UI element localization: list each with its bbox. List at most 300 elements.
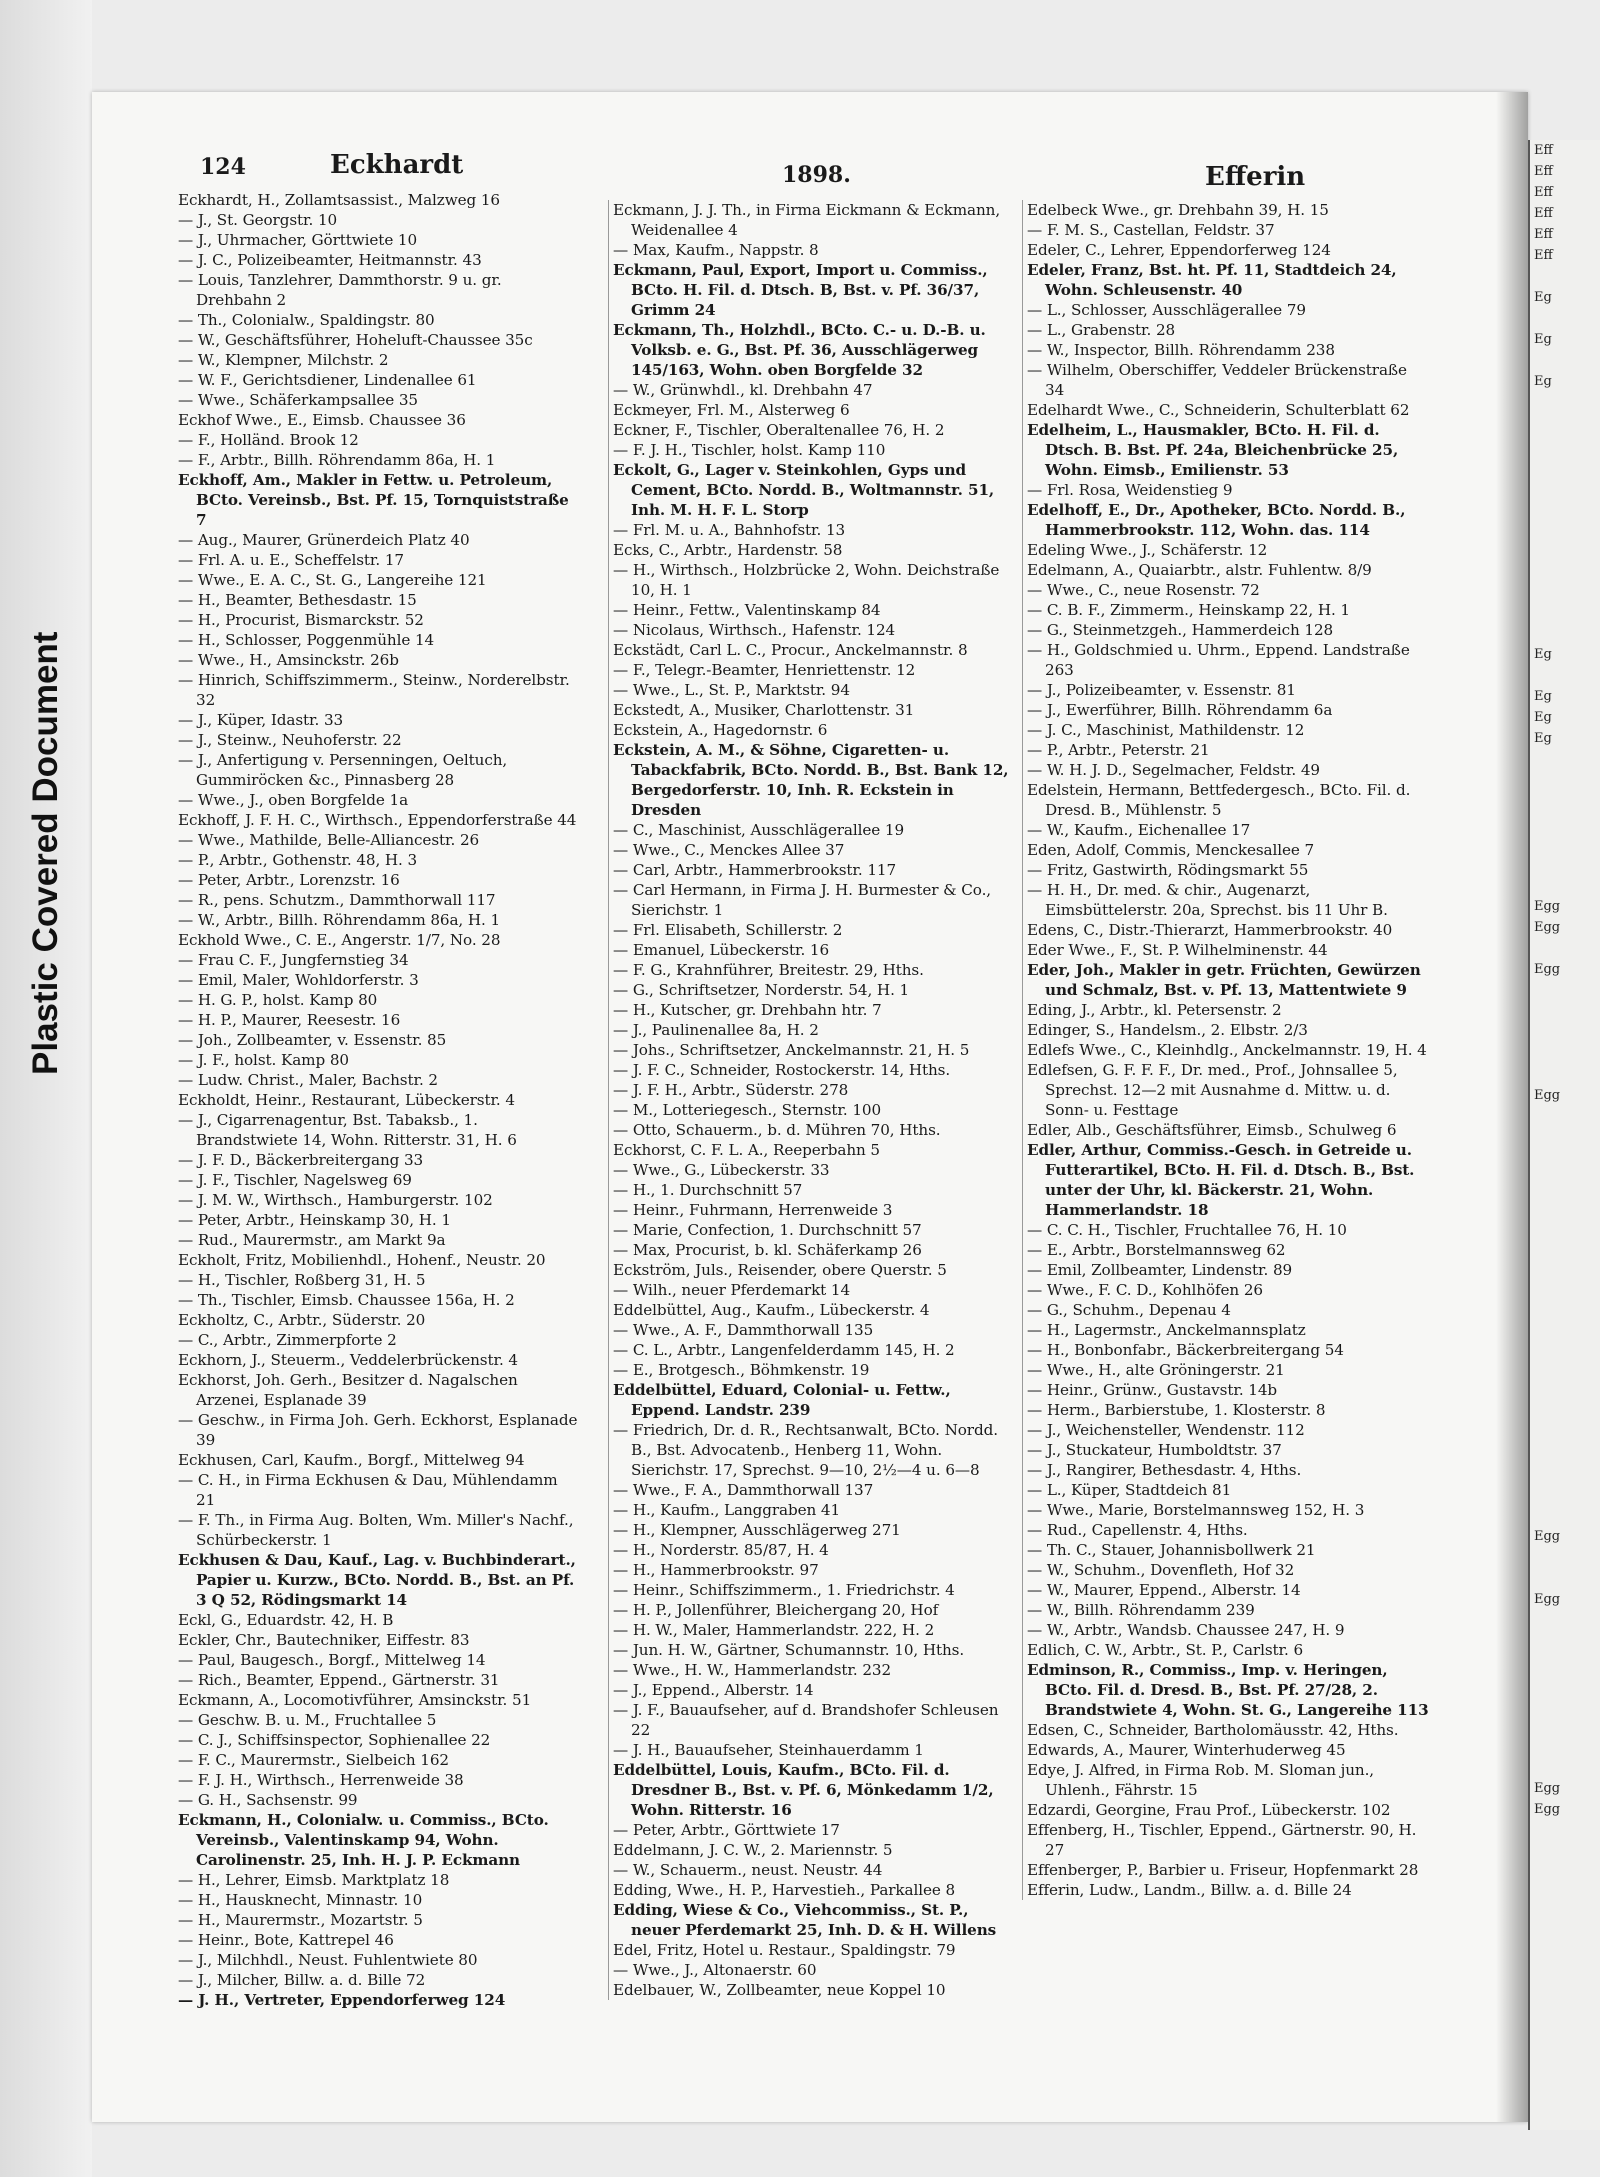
directory-entry: Efferin, Ludw., Landm., Billw. a. d. Bille 24 [1027,1881,1352,1899]
facing-page-fragment [1530,1484,1600,1505]
directory-entry: — Wwe., Marie, Borstelmannsweg 152, H. 3 [1027,1501,1365,1519]
directory-entry: — Wwe., G., Lübeckerstr. 33 [613,1161,830,1179]
facing-page-fragment: Egg [1534,1529,1561,1544]
directory-entry: Edelstein, Hermann, Bettfedergesch., BCto. Fil. d. Dresd. B., Mühlenstr. 5 [1027,781,1411,819]
facing-page-fragment: Eg [1534,731,1552,746]
facing-page-fragment [1530,833,1600,854]
directory-entry: — Wwe., C., neue Rosenstr. 72 [1027,581,1260,599]
directory-entry: Edzardi, Georgine, Frau Prof., Lübeckerstr. 102 [1027,1801,1391,1819]
directory-entry: — Friedrich, Dr. d. R., Rechtsanwalt, BCto. Nordd. B., Bst. Advocatenb., Henberg 11, Wohn. Sierichstr. 17, Sprechst. 9—10, 2½—4 u. 6—8 [613,1421,998,1479]
directory-entry: — H., Lagermstr., Anckelmannsplatz [1027,1321,1306,1339]
facing-page-fragment [1530,455,1600,476]
directory-entry: — W., Schuhm., Dovenfleth, Hof 32 [1027,1561,1295,1579]
book-gutter-shadow [1496,92,1528,2122]
directory-entry: Eddelbüttel, Aug., Kaufm., Lübeckerstr. 4 [613,1301,930,1319]
directory-entry: — Wwe., Schäferkampsallee 35 [178,391,418,409]
facing-page-fragment [1530,1568,1600,1589]
facing-page-fragment [1530,1610,1600,1631]
facing-page-fragment: Egg [1534,1802,1561,1817]
directory-entry: — P., Arbtr., Gothenstr. 48, H. 3 [178,851,418,869]
facing-page-fragment: Egg [1534,1088,1561,1103]
directory-entry: Eckhorst, C. F. L. A., Reeperbahn 5 [613,1141,880,1159]
directory-entry: — J. F., holst. Kamp 80 [178,1051,349,1069]
facing-page-fragment [1530,1547,1600,1568]
directory-entry: — F., Holländ. Brook 12 [178,431,359,449]
directory-entry: — H., Bonbonfabr., Bäckerbreitergang 54 [1027,1341,1344,1359]
directory-entry: Eckhusen & Dau, Kauf., Lag. v. Buchbinderart., Papier u. Kurzw., BCto. Nordd. B., Bst. an Pf. 3 Q 52, Rödingsmarkt 14 [178,1551,576,1609]
directory-entry: — G., Schuhm., Depenau 4 [1027,1301,1231,1319]
directory-entry: Edinger, S., Handelsm., 2. Elbstr. 2/3 [1027,1021,1308,1039]
facing-page-fragment [1530,413,1600,434]
directory-entry: — Hinrich, Schiffszimmerm., Steinw., Norderelbstr. 32 [178,671,570,709]
facing-page-fragment: Egg [1534,920,1561,935]
facing-page-fragment [1530,1127,1600,1148]
directory-entry: — F. C., Maurermstr., Sielbeich 162 [178,1751,449,1769]
directory-entry: — Th. C., Stauer, Johannisbollwerk 21 [1027,1541,1316,1559]
directory-entry: — H., 1. Durchschnitt 57 [613,1181,803,1199]
facing-page-fragment [1530,602,1600,623]
directory-entry: — H., Kaufm., Langgraben 41 [613,1501,841,1519]
facing-page-fragment: Eff [1534,206,1553,221]
facing-page-fragment [1530,1148,1600,1169]
directory-entry: — J., Steinw., Neuhoferstr. 22 [178,731,402,749]
directory-entry: — Heinr., Bote, Kattrepel 46 [178,1931,394,1949]
facing-page-fragment [1530,497,1600,518]
directory-entry: — G. H., Sachsenstr. 99 [178,1791,358,1809]
directory-entry: Edwards, A., Maurer, Winterhuderweg 45 [1027,1741,1346,1759]
facing-page-fragment [1530,1631,1600,1652]
directory-entry: — E., Arbtr., Borstelmannsweg 62 [1027,1241,1286,1259]
facing-page-fragment [1530,749,1600,770]
directory-entry: Eckmann, J. J. Th., in Firma Eickmann & Eckmann, Weidenallee 4 [613,201,1001,239]
directory-entry: — Nicolaus, Wirthsch., Hafenstr. 124 [613,621,896,639]
directory-entry: Eckmann, A., Locomotivführer, Amsinckstr. 51 [178,1691,532,1709]
facing-page-fragment: Egg [1534,1781,1561,1796]
directory-entry: Edding, Wwe., H. P., Harvestieh., Parkallee 8 [613,1881,956,1899]
page-number: 124 [200,154,246,180]
directory-entry: — Geschw., in Firma Joh. Gerh. Eckhorst, Esplanade 39 [178,1411,578,1449]
facing-page-fragment [1530,1043,1600,1064]
facing-page-fragment [1530,1652,1600,1673]
directory-entry: — Frl. Elisabeth, Schillerstr. 2 [613,921,843,939]
directory-entry: — Wwe., E. A. C., St. G., Langereihe 121 [178,571,487,589]
directory-entry: — H., Lehrer, Eimsb. Marktplatz 18 [178,1871,450,1889]
directory-entry: — Th., Tischler, Eimsb. Chaussee 156a, H. 2 [178,1291,515,1309]
directory-entry: Eckmann, Th., Holzhdl., BCto. C.- u. D.-B. u. Volksb. e. G., Bst. Pf. 36, Ausschlägerweg 145/163, Wohn. oben Borgfelde 32 [613,321,986,379]
directory-entry: — Wwe., C., Menckes Allee 37 [613,841,845,859]
directory-entry: Edelheim, L., Hausmakler, BCto. H. Fil. d. Dtsch. B. Bst. Pf. 24a, Bleichenbrücke 25, Wohn. Eimsb., Emilienstr. 53 [1027,421,1399,479]
directory-entry: Eckmann, H., Colonialw. u. Commiss., BCto. Vereinsb., Valentinskamp 94, Wohn. Carolinenstr. 25, Inh. H. J. P. Eckmann [178,1811,549,1869]
facing-page-fragment: Eg [1534,710,1552,725]
directory-entry: Eckner, F., Tischler, Oberaltenallee 76, H. 2 [613,421,945,439]
directory-entry: Ecks, C., Arbtr., Hardenstr. 58 [613,541,843,559]
running-head-right: Efferin [1205,162,1306,192]
directory-entry: — J., Rangirer, Bethesdastr. 4, Hths. [1027,1461,1302,1479]
directory-entry: — Frl. Rosa, Weidenstieg 9 [1027,481,1233,499]
directory-entry: — Heinr., Fettw., Valentinskamp 84 [613,601,881,619]
directory-entry: — F., Telegr.-Beamter, Henriettenstr. 12 [613,661,916,679]
facing-page-fragment [1530,1421,1600,1442]
directory-entry: Eckhold Wwe., C. E., Angerstr. 1/7, No. 28 [178,931,501,949]
directory-entry: — W., Klempner, Milchstr. 2 [178,351,389,369]
directory-entry: — W., Arbtr., Billh. Röhrendamm 86a, H. 1 [178,911,501,929]
directory-entry: — L., Schlosser, Ausschlägerallee 79 [1027,301,1306,319]
directory-entry: — Heinr., Fuhrmann, Herrenweide 3 [613,1201,893,1219]
directory-entry: — Heinr., Schiffszimmerm., 1. Friedrichstr. 4 [613,1581,955,1599]
directory-entry: — Rud., Maurermstr., am Markt 9a [178,1231,446,1249]
directory-entry: Edel, Fritz, Hotel u. Restaur., Spaldingstr. 79 [613,1941,956,1959]
directory-entry: Eckholtz, C., Arbtr., Süderstr. 20 [178,1311,426,1329]
directory-entry: — C., Arbtr., Zimmerpforte 2 [178,1331,397,1349]
directory-entry: — H., Procurist, Bismarckstr. 52 [178,611,424,629]
directory-entry: — Heinr., Grünw., Gustavstr. 14b [1027,1381,1278,1399]
directory-entry: — L., Grabenstr. 28 [1027,321,1176,339]
directory-entry: — J., Polizeibeamter, v. Essenstr. 81 [1027,681,1296,699]
directory-entry: — Rud., Capellenstr. 4, Hths. [1027,1521,1248,1539]
directory-entry: — Wwe., J., Altonaerstr. 60 [613,1961,817,1979]
directory-entry: — W., Maurer, Eppend., Alberstr. 14 [1027,1581,1301,1599]
facing-page-fragment [1530,1274,1600,1295]
directory-entry: Eder Wwe., F., St. P. Wilhelminenstr. 44 [1027,941,1328,959]
directory-entry: — J. M. W., Wirthsch., Hamburgerstr. 102 [178,1191,493,1209]
facing-page-fragment [1530,623,1600,644]
facing-page-fragment: Egg [1534,1592,1561,1607]
facing-page-fragment [1530,1316,1600,1337]
facing-page-fragment [1530,1358,1600,1379]
running-head-left: Eckhardt [330,150,464,180]
directory-entry: — F. J. H., Tischler, holst. Kamp 110 [613,441,886,459]
directory-entry: — H., Maurermstr., Mozartstr. 5 [178,1911,423,1929]
directory-entry: — C. H., in Firma Eckhusen & Dau, Mühlendamm 21 [178,1471,558,1509]
directory-entry: — J., Ewerführer, Billh. Röhrendamm 6a [1027,701,1333,719]
directory-entry: Edye, J. Alfred, in Firma Rob. M. Sloman jun., Uhlenh., Fährstr. 15 [1027,1761,1375,1799]
facing-page-fragment [1530,539,1600,560]
scan-margin-left [0,0,92,2177]
directory-entry: — Ludw. Christ., Maler, Bachstr. 2 [178,1071,438,1089]
directory-entry: Eckhusen, Carl, Kaufm., Borgf., Mittelweg 94 [178,1451,525,1469]
directory-entry: Eckolt, G., Lager v. Steinkohlen, Gyps und Cement, BCto. Nordd. B., Woltmannstr. 51, Inh. M. H. F. L. Storp [613,461,995,519]
directory-entry: Edelbeck Wwe., gr. Drehbahn 39, H. 15 [1027,201,1329,219]
directory-entry: Edlefsen, G. F. F. F., Dr. med., Prof., Johnsallee 5, Sprechst. 12—2 mit Ausnahme d. Mittw. u. d. Sonn- u. Festtage [1027,1061,1398,1119]
facing-page-fragment [1530,560,1600,581]
facing-page-fragment: Eg [1534,332,1552,347]
directory-entry: — H., Tischler, Roßberg 31, H. 5 [178,1271,426,1289]
directory-entry: — J. C., Maschinist, Mathildenstr. 12 [1027,721,1305,739]
directory-entry: Eckhof Wwe., E., Eimsb. Chaussee 36 [178,411,466,429]
facing-page-fragment [1530,1106,1600,1127]
directory-entry: — F. M. S., Castellan, Feldstr. 37 [1027,221,1275,239]
directory-entry: — Frl. A. u. E., Scheffelstr. 17 [178,551,404,569]
directory-entry: — C. L., Arbtr., Langenfelderdamm 145, H. 2 [613,1341,955,1359]
directory-entry: Edlefs Wwe., C., Kleinhdlg., Anckelmannstr. 19, H. 4 [1027,1041,1427,1059]
directory-entry: — Louis, Tanzlehrer, Dammthorstr. 9 u. gr. Drehbahn 2 [178,271,502,309]
directory-column-1 [178,190,580,2010]
directory-entry: — Wwe., H., Amsinckstr. 26b [178,651,399,669]
facing-page-fragment [1530,1463,1600,1484]
facing-page-fragment [1530,1694,1600,1715]
facing-page-fragment [1530,1022,1600,1043]
directory-entry: — Peter, Arbtr., Görttwiete 17 [613,1821,840,1839]
facing-page-fragment: Eg [1534,374,1552,389]
facing-page-fragment [1530,1001,1600,1022]
facing-page-fragment: Eff [1534,164,1553,179]
directory-entry: Eckmann, Paul, Export, Import u. Commiss., BCto. H. Fil. d. Dtsch. B, Bst. v. Pf. 36/37, Grimm 24 [613,261,988,319]
directory-entry: — Emanuel, Lübeckerstr. 16 [613,941,830,959]
directory-entry: Eding, J., Arbtr., kl. Petersenstr. 2 [1027,1001,1282,1019]
facing-page-fragment [1530,266,1600,287]
directory-entry: — Fritz, Gastwirth, Rödingsmarkt 55 [1027,861,1309,879]
directory-entry: — M., Lotteriegesch., Sternstr. 100 [613,1101,882,1119]
directory-entry: — C. J., Schiffsinspector, Sophienallee 22 [178,1731,491,1749]
directory-entry: — H., Norderstr. 85/87, H. 4 [613,1541,829,1559]
directory-entry: Edsen, C., Schneider, Bartholomäusstr. 42, Hths. [1027,1721,1399,1739]
directory-entry: — Aug., Maurer, Grünerdeich Platz 40 [178,531,470,549]
directory-entry: — C. C. H., Tischler, Fruchtallee 76, H. 10 [1027,1221,1347,1239]
directory-entry: — J., Milcher, Billw. a. d. Bille 72 [178,1971,426,1989]
directory-entry: Eckmeyer, Frl. M., Alsterweg 6 [613,401,850,419]
facing-page-fragment [1530,1442,1600,1463]
directory-entry: — G., Steinmetzgeh., Hammerdeich 128 [1027,621,1334,639]
facing-page-edge [1528,140,1600,2130]
directory-entry: Eddelmann, J. C. W., 2. Mariennstr. 5 [613,1841,893,1859]
directory-entry: Eckhoff, Am., Makler in Fettw. u. Petroleum, BCto. Vereinsb., Bst. Pf. 15, Tornquiststraße 7 [178,471,569,529]
directory-entry: — Wwe., H. W., Hammerlandstr. 232 [613,1661,892,1679]
facing-page-fragment: Eg [1534,290,1552,305]
plastic-covered-label: Plastic Covered Document [26,631,65,1075]
directory-entry: Effenberg, H., Tischler, Eppend., Gärtnerstr. 90, H. 27 [1027,1821,1417,1859]
directory-entry: — Joh., Zollbeamter, v. Essenstr. 85 [178,1031,447,1049]
directory-entry: — W., Schauerm., neust. Neustr. 44 [613,1861,883,1879]
directory-entry: — W., Arbtr., Wandsb. Chaussee 247, H. 9 [1027,1621,1345,1639]
directory-entry: — H., Wirthsch., Holzbrücke 2, Wohn. Deichstraße 10, H. 1 [613,561,1000,599]
directory-entry: Edeler, C., Lehrer, Eppendorferweg 124 [1027,241,1331,259]
facing-page-fragment [1530,1400,1600,1421]
directory-entry: — Wwe., J., oben Borgfelde 1a [178,791,409,809]
directory-entry: — H. P., Jollenführer, Bleichergang 20, Hof [613,1601,939,1619]
directory-entry: Eckhorn, J., Steuerm., Veddelerbrückenstr. 4 [178,1351,518,1369]
directory-entry: Eckhorst, Joh. Gerh., Besitzer d. Nagalschen Arzenei, Esplanade 39 [178,1371,518,1409]
directory-entry: Eckl, G., Eduardstr. 42, H. B [178,1611,394,1629]
directory-entry: — W. F., Gerichtsdiener, Lindenallee 61 [178,371,477,389]
facing-page-fragment [1530,1715,1600,1736]
directory-entry: — Emil, Maler, Wohldorferstr. 3 [178,971,419,989]
facing-page-fragment: Eff [1534,248,1553,263]
facing-page-fragment: Egg [1534,962,1561,977]
directory-entry: — F. Th., in Firma Aug. Bolten, Wm. Miller's Nachf., Schürbeckerstr. 1 [178,1511,574,1549]
directory-entry: Edeling Wwe., J., Schäferstr. 12 [1027,541,1268,559]
facing-page-fragment [1530,350,1600,371]
directory-entry: Eder, Joh., Makler in getr. Früchten, Gewürzen und Schmalz, Bst. v. Pf. 13, Mattentwiete 9 [1027,961,1421,999]
directory-entry: — J. H., Vertreter, Eppendorferweg 124 [178,1991,506,2009]
directory-entry: — W., Billh. Röhrendamm 239 [1027,1601,1255,1619]
directory-entry: Eckhoff, J. F. H. C., Wirthsch., Eppendorferstraße 44 [178,811,577,829]
directory-entry: — P., Arbtr., Peterstr. 21 [1027,741,1210,759]
directory-entry: — H., Beamter, Bethesdastr. 15 [178,591,417,609]
directory-entry: — W., Grünwhdl., kl. Drehbahn 47 [613,381,873,399]
facing-page-fragment [1530,1757,1600,1778]
directory-entry: — Wwe., F. C. D., Kohlhöfen 26 [1027,1281,1263,1299]
directory-entry: — Johs., Schriftsetzer, Anckelmannstr. 21, H. 5 [613,1041,970,1059]
directory-entry: — J. F., Tischler, Nagelsweg 69 [178,1171,412,1189]
facing-page-fragment [1530,434,1600,455]
directory-entry: — J., Uhrmacher, Görttwiete 10 [178,231,418,249]
page-header [200,148,1490,192]
directory-entry: — J., Weichensteller, Wendenstr. 112 [1027,1421,1305,1439]
facing-page-fragment [1530,476,1600,497]
directory-entry: — C., Maschinist, Ausschlägerallee 19 [613,821,905,839]
directory-entry: Eckstedt, A., Musiker, Charlottenstr. 31 [613,701,915,719]
directory-entry: — H., Hausknecht, Minnastr. 10 [178,1891,423,1909]
facing-page-fragment [1530,1505,1600,1526]
directory-entry: Eckler, Chr., Bautechniker, Eiffestr. 83 [178,1631,470,1649]
directory-entry: — Wwe., F. A., Dammthorwall 137 [613,1481,874,1499]
directory-entry: Edelhoff, E., Dr., Apotheker, BCto. Nordd. B., Hammerbrookstr. 112, Wohn. das. 114 [1027,501,1406,539]
facing-page-fragment: Eff [1534,227,1553,242]
directory-entry: — H., Klempner, Ausschlägerweg 271 [613,1521,901,1539]
directory-entry: — Marie, Confection, 1. Durchschnitt 57 [613,1221,922,1239]
directory-entry: — Frl. M. u. A., Bahnhofstr. 13 [613,521,846,539]
directory-entry: — Wwe., L., St. P., Marktstr. 94 [613,681,850,699]
directory-entry: — J. F. C., Schneider, Rostockerstr. 14, Hths. [613,1061,951,1079]
facing-page-fragment [1530,1736,1600,1757]
facing-page-fragment [1530,938,1600,959]
directory-entry: — Carl, Arbtr., Hammerbrookstr. 117 [613,861,897,879]
directory-entry: Eckström, Juls., Reisender, obere Querstr. 5 [613,1261,947,1279]
directory-entry: — Max, Procurist, b. kl. Schäferkamp 26 [613,1241,922,1259]
facing-page-fragment: Eff [1534,143,1553,158]
facing-page-fragment [1530,308,1600,329]
directory-entry: — E., Brotgesch., Böhmkenstr. 19 [613,1361,870,1379]
directory-entry: — Peter, Arbtr., Lorenzstr. 16 [178,871,400,889]
directory-column-3 [1022,200,1429,1900]
facing-page-fragment [1530,581,1600,602]
directory-entry: — J. F., Bauaufseher, auf d. Brandshofer Schleusen 22 [613,1701,999,1739]
directory-entry: Edens, C., Distr.-Thierarzt, Hammerbrookstr. 40 [1027,921,1393,939]
facing-page-fragment [1530,1295,1600,1316]
directory-entry: Edding, Wiese & Co., Viehcommiss., St. P., neuer Pferdemarkt 25, Inh. D. & H. Willens [613,1901,997,1939]
directory-entry: — H., Goldschmied u. Uhrm., Eppend. Landstraße 263 [1027,641,1410,679]
facing-page-fragment [1530,392,1600,413]
directory-entry: — Wwe., H., alte Gröningerstr. 21 [1027,1361,1285,1379]
facing-page-fragment: Egg [1534,899,1561,914]
directory-entry: — Max, Kaufm., Nappstr. 8 [613,241,819,259]
directory-entry: — Carl Hermann, in Firma J. H. Burmester & Co., Sierichstr. 1 [613,881,992,919]
directory-entry: — H. P., Maurer, Reesestr. 16 [178,1011,401,1029]
facing-page-fragment [1530,791,1600,812]
directory-entry: — R., pens. Schutzm., Dammthorwall 117 [178,891,496,909]
facing-page-fragment [1530,1064,1600,1085]
directory-entry: — J. H., Bauaufseher, Steinhauerdamm 1 [613,1741,924,1759]
directory-column-2 [608,200,1015,2000]
directory-entry: Edeler, Franz, Bst. ht. Pf. 11, Stadtdeich 24, Wohn. Schleusenstr. 40 [1027,261,1397,299]
directory-entry: Edminson, R., Commiss., Imp. v. Heringen, BCto. Fil. d. Dresd. B., Bst. Pf. 27/28, 2. Brandstwiete 4, Wohn. St. G., Langereihe 113 [1027,1661,1429,1719]
directory-entry: — H. H., Dr. med. & chir., Augenarzt, Eimsbüttelerstr. 20a, Sprechst. bis 11 Uhr B. [1027,881,1388,919]
directory-entry: — Paul, Baugesch., Borgf., Mittelweg 14 [178,1651,486,1669]
directory-entry: Edelmann, A., Quaiarbtr., alstr. Fuhlentw. 8/9 [1027,561,1372,579]
directory-entry: — Jun. H. W., Gärtner, Schumannstr. 10, Hths. [613,1641,965,1659]
facing-page-fragment [1530,812,1600,833]
directory-entry: Eckstein, A., Hagedornstr. 6 [613,721,828,739]
directory-entry: — Peter, Arbtr., Heinskamp 30, H. 1 [178,1211,451,1229]
facing-page-fragment [1530,1190,1600,1211]
directory-entry: — Herm., Barbierstube, 1. Klosterstr. 8 [1027,1401,1326,1419]
directory-entry: — Wwe., Mathilde, Belle-Alliancestr. 26 [178,831,480,849]
facing-page-fragment [1530,980,1600,1001]
directory-entry: — H. G. P., holst. Kamp 80 [178,991,378,1009]
facing-page-fragment [1530,770,1600,791]
directory-entry: — G., Schriftsetzer, Norderstr. 54, H. 1 [613,981,910,999]
directory-entry: Eckstein, A. M., & Söhne, Cigaretten- u. Tabackfabrik, BCto. Nordd. B., Bst. Bank 12, Bergedorferstr. 10, Inh. R. Eckstein in Dresden [613,741,1009,819]
directory-entry: — J., Küper, Idastr. 33 [178,711,344,729]
directory-entry: — L., Küper, Stadtdeich 81 [1027,1481,1232,1499]
directory-entry: — Th., Colonialw., Spaldingstr. 80 [178,311,435,329]
directory-entry: Edlich, C. W., Arbtr., St. P., Carlstr. 6 [1027,1641,1304,1659]
directory-entry: Eckstädt, Carl L. C., Procur., Anckelmannstr. 8 [613,641,968,659]
directory-entry: Edler, Alb., Geschäftsführer, Eimsb., Schulweg 6 [1027,1121,1397,1139]
directory-entry: Eddelbüttel, Louis, Kaufm., BCto. Fil. d. Dresdner B., Bst. v. Pf. 6, Mönkedamm 1/2, Wohn. Ritterstr. 16 [613,1761,994,1819]
facing-page-fragment [1530,665,1600,686]
directory-entry: — W., Geschäftsführer, Hoheluft-Chaussee 35c [178,331,533,349]
facing-page-fragment: Eff [1534,185,1553,200]
directory-entry: — J., Milchhdl., Neust. Fuhlentwiete 80 [178,1951,478,1969]
directory-entry: — Emil, Zollbeamter, Lindenstr. 89 [1027,1261,1293,1279]
directory-entry: — J. C., Polizeibeamter, Heitmannstr. 43 [178,251,482,269]
directory-entry: Eckholdt, Heinr., Restaurant, Lübeckerstr. 4 [178,1091,515,1109]
directory-entry: — J., Paulinenallee 8a, H. 2 [613,1021,819,1039]
facing-page-fragment [1530,1211,1600,1232]
facing-page-fragment [1530,1169,1600,1190]
facing-page-fragment [1530,1673,1600,1694]
directory-entry: — Wilhelm, Oberschiffer, Veddeler Brückenstraße 34 [1027,361,1407,399]
directory-entry: — W., Inspector, Billh. Röhrendamm 238 [1027,341,1335,359]
directory-entry: — J. F. D., Bäckerbreitergang 33 [178,1151,424,1169]
facing-page-fragment: Eg [1534,647,1552,662]
directory-entry: — F., Arbtr., Billh. Röhrendamm 86a, H. 1 [178,451,496,469]
directory-entry: Edelhardt Wwe., C., Schneiderin, Schulterblatt 62 [1027,401,1410,419]
directory-entry: — Otto, Schauerm., b. d. Mühren 70, Hths. [613,1121,941,1139]
directory-entry: Eckholt, Fritz, Mobilienhdl., Hohenf., Neustr. 20 [178,1251,546,1269]
facing-page-fragment [1530,1337,1600,1358]
directory-entry: — J. F. H., Arbtr., Süderstr. 278 [613,1081,849,1099]
directory-entry: — Frau C. F., Jungfernstieg 34 [178,951,409,969]
directory-entry: — W., Kaufm., Eichenallee 17 [1027,821,1251,839]
directory-entry: — Geschw. B. u. M., Fruchtallee 5 [178,1711,437,1729]
facing-page-fragment [1530,1232,1600,1253]
directory-entry: — H. W., Maler, Hammerlandstr. 222, H. 2 [613,1621,935,1639]
directory-entry: — H., Schlosser, Poggenmühle 14 [178,631,435,649]
directory-entry: — F. G., Krahnführer, Breitestr. 29, Hths. [613,961,924,979]
facing-page-fragment [1530,1379,1600,1400]
facing-page-fragment [1530,875,1600,896]
directory-entry: — Rich., Beamter, Eppend., Gärtnerstr. 31 [178,1671,500,1689]
facing-page-fragment: Eg [1534,689,1552,704]
running-head-year: 1898. [782,162,851,188]
directory-entry: — J., Anfertigung v. Persenningen, Oeltuch, Gummiröcken &c., Pinnasberg 28 [178,751,508,789]
directory-entry: — Wwe., A. F., Dammthorwall 135 [613,1321,874,1339]
directory-entry: Edelbauer, W., Zollbeamter, neue Koppel 10 [613,1981,946,1999]
directory-entry: — C. B. F., Zimmerm., Heinskamp 22, H. 1 [1027,601,1350,619]
directory-entry: — J., Cigarrenagentur, Bst. Tabaksb., 1. Brandstwiete 14, Wohn. Ritterstr. 31, H. 6 [178,1111,517,1149]
directory-entry: Eden, Adolf, Commis, Menckesallee 7 [1027,841,1315,859]
facing-page-fragment [1530,854,1600,875]
directory-entry: — W. H. J. D., Segelmacher, Feldstr. 49 [1027,761,1320,779]
directory-entry: — Wilh., neuer Pferdemarkt 14 [613,1281,851,1299]
directory-entry: — J., St. Georgstr. 10 [178,211,338,229]
facing-page-fragment [1530,518,1600,539]
directory-entry: — H., Hammerbrookstr. 97 [613,1561,819,1579]
directory-entry: — J., Eppend., Alberstr. 14 [613,1681,814,1699]
facing-page-fragment [1530,1253,1600,1274]
